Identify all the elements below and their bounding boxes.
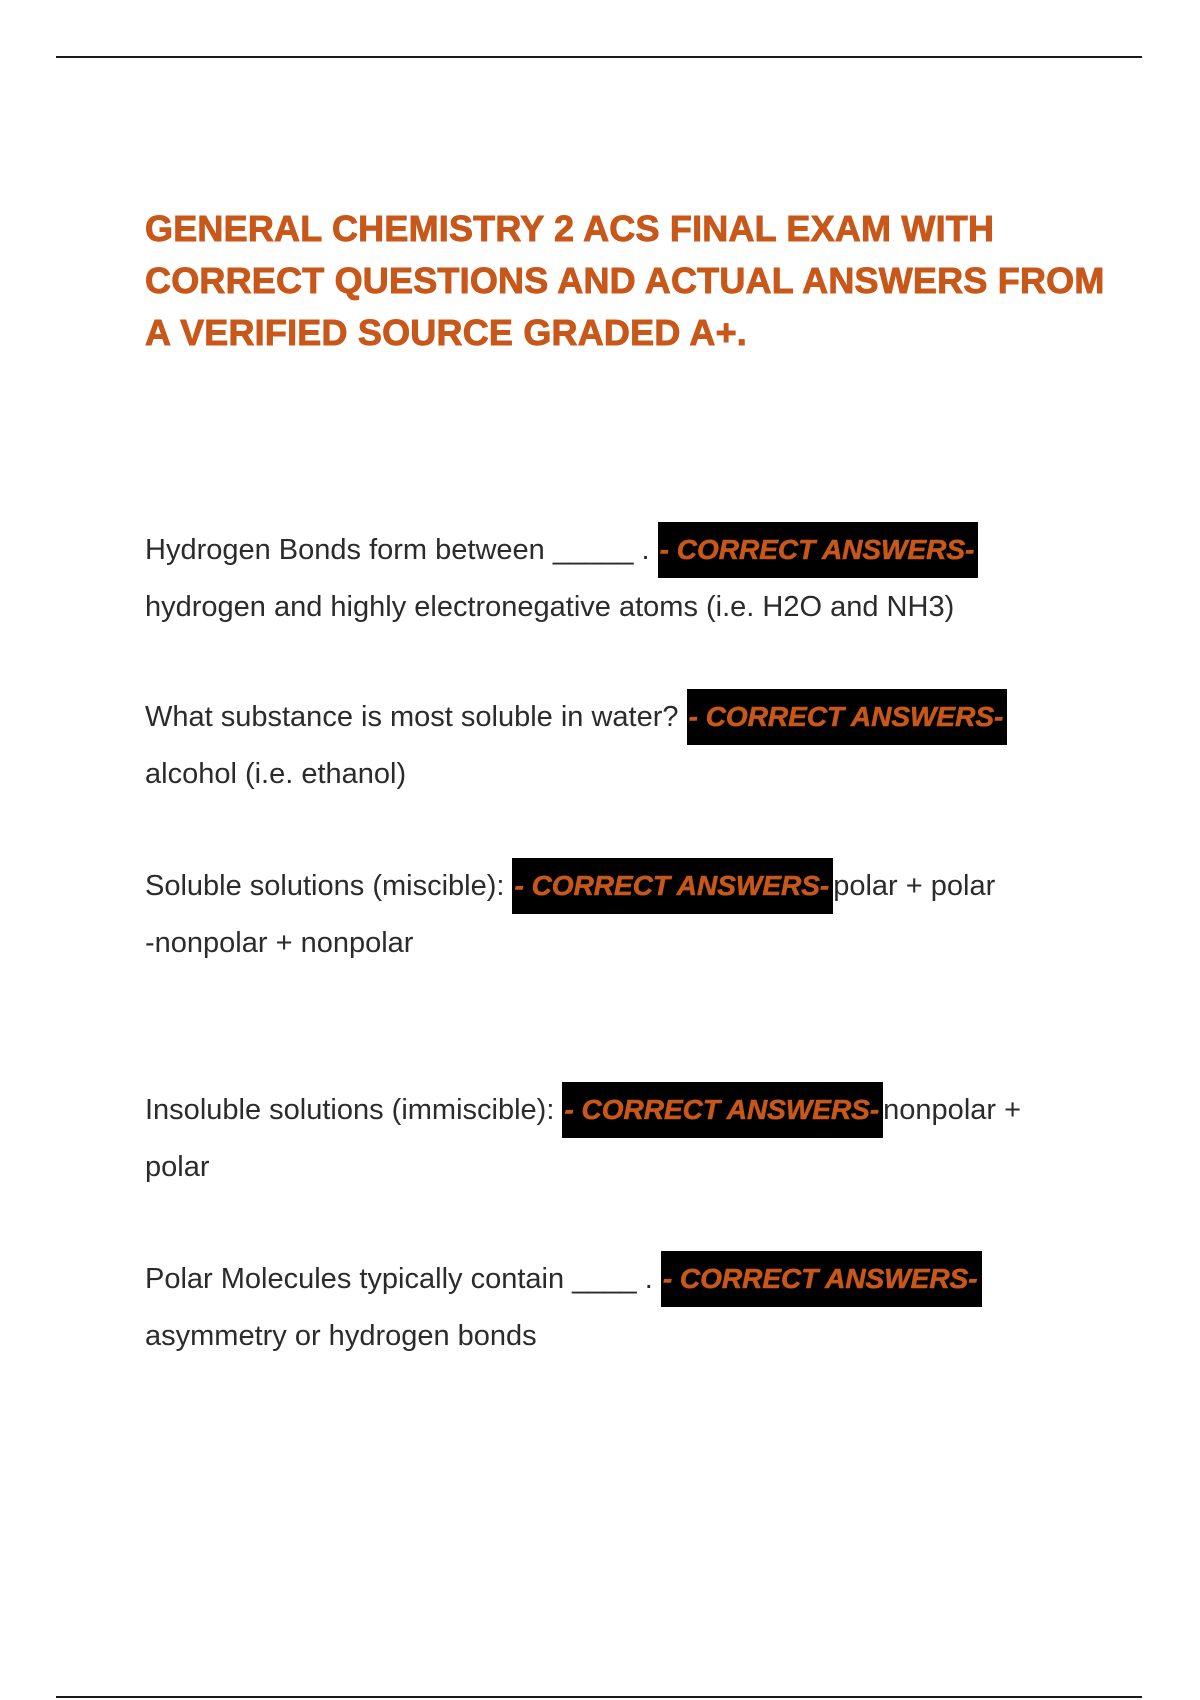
document-title: GENERAL CHEMISTRY 2 ACS FINAL EXAM WITH CORRECT QUESTIONS AND ACTUAL ANSWERS FROM A VERIFIED SOURCE GRADED A+. [145, 208, 1105, 353]
qa-item [145, 521, 1075, 636]
answer-tag: - CORRECT ANSWERS- [661, 1251, 982, 1307]
question-text: Polar Molecules typically contain ____ . [145, 1263, 661, 1295]
answer-tag: - CORRECT ANSWERS- [512, 858, 833, 914]
answer-tag: - CORRECT ANSWERS- [658, 522, 979, 578]
qa-item [145, 688, 1075, 803]
qa-item [145, 1250, 1075, 1365]
answer-text: alcohol (i.e. ethanol) [145, 758, 407, 790]
answer-extra-text: -nonpolar + nonpolar [145, 927, 414, 959]
qa-item [145, 1081, 1075, 1196]
bottom-rule [56, 1696, 1142, 1698]
qa-item [145, 857, 1075, 972]
question-text: What substance is most soluble in water? [145, 701, 687, 733]
answer-text: hydrogen and highly electronegative atoms (i.e. H2O and NH3) [145, 591, 955, 623]
answer-tag: - CORRECT ANSWERS- [562, 1082, 883, 1138]
answer-text: asymmetry or hydrogen bonds [145, 1320, 537, 1352]
question-text: Soluble solutions (miscible): [145, 870, 513, 902]
question-text: Hydrogen Bonds form between _____ . [145, 534, 658, 566]
question-text: Insoluble solutions (immiscible): [145, 1094, 563, 1126]
answer-text: nonpolar + polar [145, 1094, 1022, 1183]
top-rule [56, 56, 1142, 58]
answer-text: polar + polar [833, 870, 996, 902]
answer-tag: - CORRECT ANSWERS- [687, 689, 1008, 745]
